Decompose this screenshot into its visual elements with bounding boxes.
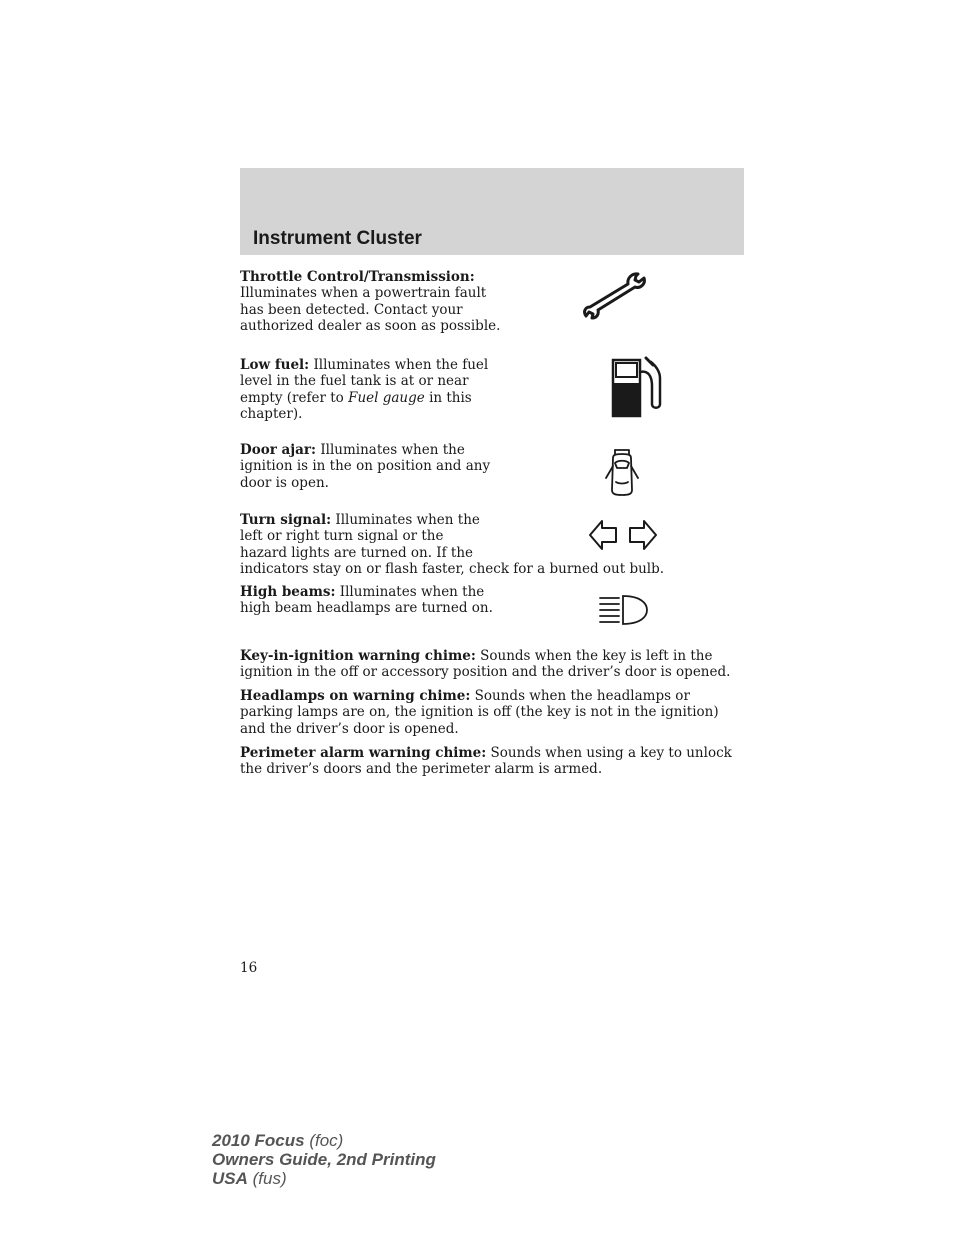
footer-market-code: (fus) bbox=[252, 1169, 287, 1188]
document-footer bbox=[212, 1131, 436, 1188]
turn-signal-text-line4: indicators stay on or flash faster, check for a burned out bulb. bbox=[240, 561, 665, 578]
turn-signal-text-line1: Illuminates when the bbox=[335, 512, 480, 528]
footer-model-code: (foc) bbox=[309, 1131, 344, 1150]
headlamps-on-label: Headlamps on warning chime: bbox=[240, 688, 471, 704]
door-ajar-description bbox=[240, 442, 505, 491]
page-number: 16 bbox=[240, 960, 258, 976]
turn-signal-text-line3: hazard lights are turned on. If the bbox=[240, 544, 474, 561]
high-beams-description bbox=[240, 584, 505, 617]
door-ajar-label: Door ajar: bbox=[240, 442, 317, 458]
throttle-control-description bbox=[240, 269, 505, 335]
perimeter-alarm-chime bbox=[240, 745, 745, 778]
door-ajar-icon bbox=[603, 446, 641, 498]
low-fuel-text-before: Illuminates when the fuel level in the fuel tank is at or near empty (refer to bbox=[240, 357, 489, 406]
key-in-ignition-chime bbox=[240, 648, 745, 681]
turn-signal-label: Turn signal: bbox=[240, 512, 332, 528]
fuel-gauge-reference: Fuel gauge bbox=[348, 389, 425, 406]
footer-line-2 bbox=[212, 1150, 436, 1169]
door-ajar-text: Illuminates when the ignition is in the on position and any door is open. bbox=[240, 442, 491, 491]
throttle-control-text: Illuminates when a powertrain fault has been detected. Contact your authorized dealer as soon as possible. bbox=[240, 285, 501, 335]
perimeter-alarm-text: Sounds when using a key to unlock the driver’s doors and the perimeter alarm is armed. bbox=[240, 745, 732, 778]
turn-signal-arrows-icon bbox=[588, 518, 660, 552]
footer-line-1 bbox=[212, 1131, 436, 1150]
footer-model: 2010 Focus bbox=[212, 1131, 305, 1150]
low-fuel-text-after: in this chapter). bbox=[240, 389, 472, 423]
throttle-control-label: Throttle Control/Transmission: bbox=[240, 269, 475, 285]
key-in-ignition-text: Sounds when the key is left in the ignition in the off or accessory position and the driver’s door is opened. bbox=[240, 648, 731, 681]
perimeter-alarm-label: Perimeter alarm warning chime: bbox=[240, 745, 487, 761]
headlamps-on-text: Sounds when the headlamps or parking lamps are on, the ignition is off (the key is not in the ignition) and the driver’s door is opened. bbox=[240, 688, 719, 737]
fuel-pump-icon bbox=[608, 356, 664, 418]
key-in-ignition-label: Key-in-ignition warning chime: bbox=[240, 648, 476, 664]
low-fuel-description bbox=[240, 357, 505, 423]
wrench-icon bbox=[580, 270, 648, 320]
section-title: Instrument Cluster bbox=[253, 228, 422, 249]
footer-market: USA bbox=[212, 1169, 248, 1188]
low-fuel-label: Low fuel: bbox=[240, 357, 310, 373]
footer-guide-edition: Owners Guide, 2nd Printing bbox=[212, 1150, 436, 1169]
footer-line-3 bbox=[212, 1169, 436, 1188]
high-beam-icon bbox=[598, 593, 650, 627]
turn-signal-text-line2: left or right turn signal or the bbox=[240, 528, 444, 545]
high-beams-text: Illuminates when the high beam headlamps are turned on. bbox=[240, 584, 493, 617]
headlamps-on-chime bbox=[240, 688, 745, 737]
high-beams-label: High beams: bbox=[240, 584, 336, 600]
